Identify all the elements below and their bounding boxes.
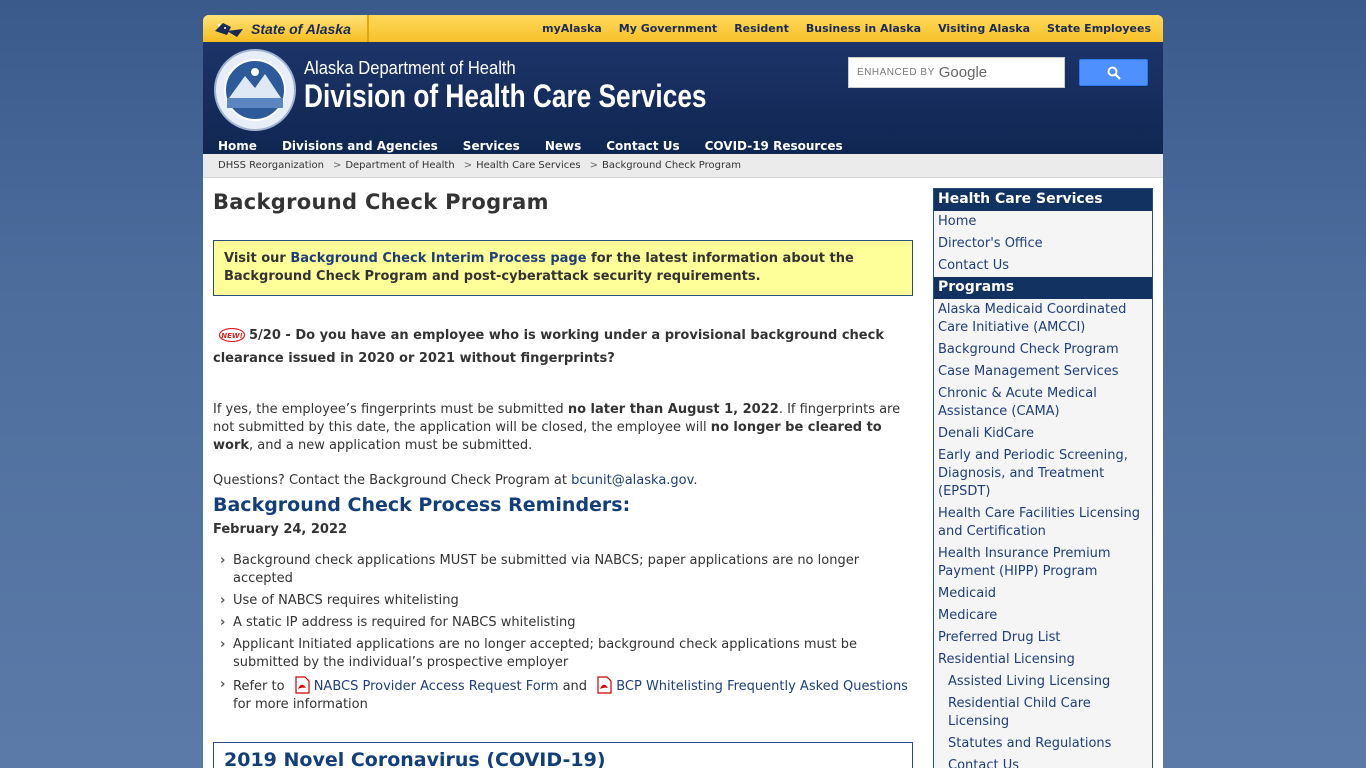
sidebar-item-case-management[interactable]: Case Management Services [938, 364, 1119, 379]
toplink-visiting[interactable]: Visiting Alaska [938, 22, 1031, 35]
list-item: › Background check applications MUST be submitted via NABCS; paper applications are no longer accepted [213, 552, 913, 588]
toplink-myalaska[interactable]: myAlaska [542, 22, 602, 35]
new-announcement [213, 324, 903, 370]
sidebar-heading-programs: Programs [934, 277, 1152, 299]
bcunit-email-link[interactable]: bcunit@alaska.gov [571, 473, 694, 488]
sidebar-item-amcci[interactable]: Alaska Medicaid Coordinated Care Initiative (AMCCI) [938, 302, 1127, 335]
new-announcement-text: 5/20 - Do you have an employee who is working under a provisional background check clearance issued in 2020 or 2021 without fingerprints? [213, 328, 884, 366]
list-item: › Use of NABCS requires whitelisting [213, 592, 913, 610]
breadcrumb-reorg[interactable]: DHSS Reorganization [218, 160, 324, 171]
refer-prefix: Refer to [233, 679, 285, 694]
reminders-date: February 24, 2022 [213, 522, 348, 537]
notice-suffix: for the latest information about the Background Check Program and post-cyberattack security requirements. [224, 251, 854, 284]
sidebar-item-epsdt[interactable]: Early and Periodic Screening, Diagnosis, and Treatment (EPSDT) [938, 448, 1128, 499]
sidebar-subitem-child-care[interactable]: Residential Child Care Licensing [948, 696, 1091, 729]
search-provider-label: Google [938, 64, 988, 81]
nav-home[interactable]: Home [218, 138, 257, 153]
division-name: Division of Health Care Services [304, 78, 707, 114]
sidebar-item-medicaid[interactable]: Medicaid [938, 586, 997, 601]
breadcrumb-separator: > [589, 160, 598, 171]
nav-divisions[interactable]: Divisions and Agencies [281, 138, 438, 153]
breadcrumb-separator: > [463, 160, 473, 171]
questions-text: Questions? Contact the Background Check Program at [213, 473, 572, 488]
sidebar-subitem-assisted-living[interactable]: Assisted Living Licensing [948, 674, 1111, 689]
main-nav [203, 137, 853, 154]
big-dipper-icon [213, 19, 245, 39]
state-of-alaska-link[interactable] [203, 15, 369, 42]
nav-contact[interactable]: Contact Us [606, 138, 680, 153]
questions-paragraph [213, 472, 903, 490]
page-title: Background Check Program [213, 190, 549, 214]
covid-heading: 2019 Novel Coronavirus (COVID-19) [224, 749, 606, 768]
top-links [525, 15, 1151, 42]
toplink-business[interactable]: Business in Alaska [805, 22, 922, 35]
para1-c: . If fingerprints are not submitted by this date, the application will be closed, the employee will [213, 402, 901, 435]
toplink-resident[interactable]: Resident [734, 22, 789, 35]
search-enhanced-label: ENHANCED BY [857, 67, 935, 78]
sidebar-item-background-check[interactable]: Background Check Program [938, 342, 1119, 357]
breadcrumb-department[interactable]: Department of Health [345, 160, 455, 171]
new-badge-icon [219, 328, 245, 342]
para1-no-longer-cleared: no longer be cleared to work [213, 420, 882, 453]
whitelisting-faq-link[interactable]: BCP Whitelisting Frequently Asked Questions [616, 679, 908, 694]
list-item: › A static IP address is required for NABCS whitelisting [213, 614, 913, 632]
sidebar-item-directors-office[interactable]: Director's Office [938, 236, 1043, 251]
para1-a: If yes, the employee’s fingerprints must be submitted [213, 402, 568, 417]
refer-and: and [562, 679, 588, 694]
page [203, 15, 1163, 768]
sidebar-item-hipp[interactable]: Health Insurance Premium Payment (HIPP) Program [938, 546, 1111, 579]
sidebar-item-medicare[interactable]: Medicare [938, 608, 998, 623]
department-name: Alaska Department of Health [304, 58, 516, 78]
para1-e: , and a new application must be submitted. [249, 438, 533, 453]
state-topbar [203, 15, 1163, 42]
sidebar-item-residential-licensing[interactable]: Residential Licensing [938, 652, 1075, 667]
refer-suffix: for more information [233, 697, 368, 712]
sidebar-item-contact[interactable]: Contact Us [938, 258, 1009, 273]
covid-box [213, 742, 913, 768]
sidebar-item-home[interactable]: Home [938, 214, 977, 229]
fingerprint-paragraph [213, 401, 903, 455]
notice-prefix: Visit our [224, 251, 291, 266]
toplink-my-government[interactable]: My Government [618, 22, 718, 35]
interim-process-link[interactable]: Background Check Interim Process page [290, 251, 587, 266]
nabcs-form-link[interactable]: NABCS Provider Access Request Form [313, 679, 559, 694]
state-of-alaska-text: State of Alaska [251, 20, 351, 37]
questions-end: . [693, 473, 698, 488]
nav-covid[interactable]: COVID-19 Resources [704, 138, 843, 153]
sidebar-heading-hcs: Health Care Services [934, 189, 1152, 211]
sidebar-item-facilities-licensing[interactable]: Health Care Facilities Licensing and Certification [938, 506, 1141, 539]
new-badge-text: NEW! [221, 331, 243, 340]
pdf-icon [596, 676, 613, 694]
search-button[interactable] [1079, 59, 1148, 86]
para1-deadline: no later than August 1, 2022 [567, 402, 779, 417]
breadcrumb-current: Background Check Program [602, 160, 741, 171]
sidebar-subitem-contact[interactable]: Contact Us [948, 758, 1019, 768]
search-input[interactable] [848, 57, 1065, 88]
sidebar-item-denali-kidcare[interactable]: Denali KidCare [938, 426, 1035, 441]
reminders-heading: Background Check Process Reminders: [213, 494, 631, 516]
sidebar-subitem-statutes[interactable]: Statutes and Regulations [948, 736, 1112, 751]
reminders-list [213, 552, 913, 718]
department-seal-icon[interactable] [213, 48, 297, 132]
sidebar [933, 188, 1153, 768]
breadcrumb [203, 154, 1163, 178]
search-icon [1107, 66, 1121, 80]
list-item: › Applicant Initiated applications are no longer accepted; background check applications must be submitted by the individual’s prospective employer [213, 636, 913, 672]
sidebar-item-preferred-drug-list[interactable]: Preferred Drug List [938, 630, 1061, 645]
nav-services[interactable]: Services [462, 138, 520, 153]
pdf-icon [294, 676, 311, 694]
notice-box [213, 240, 913, 296]
toplink-state-employees[interactable]: State Employees [1047, 22, 1151, 35]
nav-news[interactable]: News [544, 138, 582, 153]
breadcrumb-hcs[interactable]: Health Care Services [476, 160, 581, 171]
breadcrumb-separator: > [332, 160, 342, 171]
list-item-refer [213, 676, 913, 714]
site-header [203, 42, 1163, 154]
sidebar-item-cama[interactable]: Chronic & Acute Medical Assistance (CAMA) [938, 386, 1097, 419]
